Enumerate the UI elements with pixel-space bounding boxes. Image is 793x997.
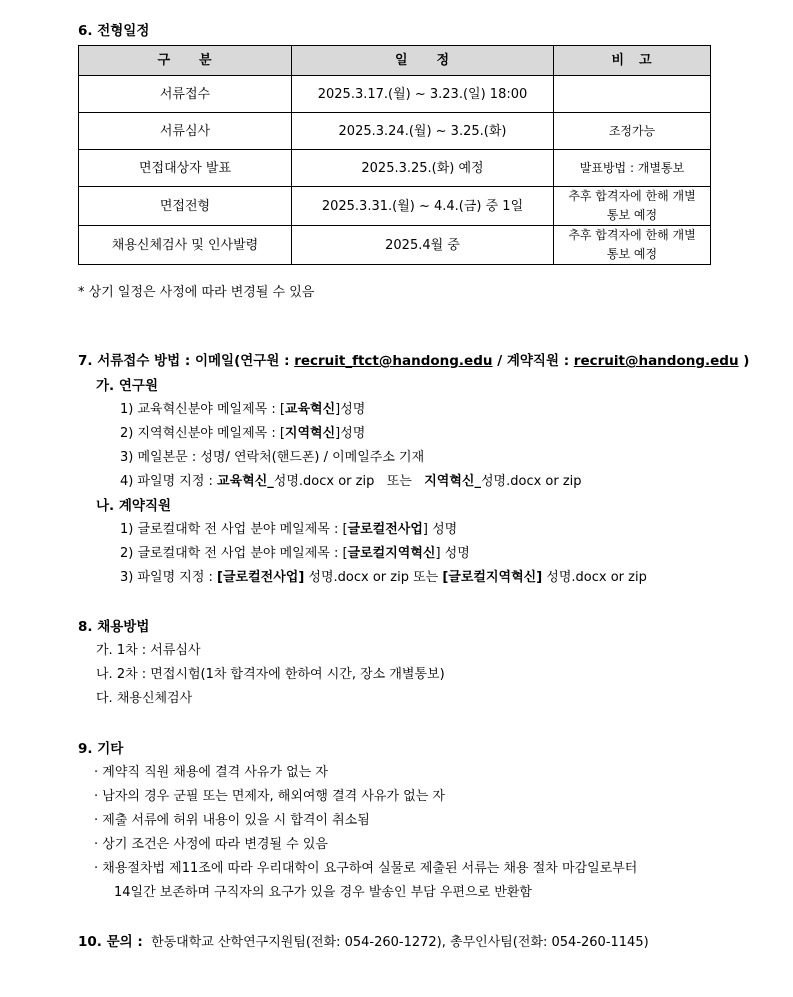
- cell-note: 발표방법 : 개별통보: [554, 150, 711, 187]
- cell-schedule: 2025.4월 중: [292, 226, 554, 265]
- etc-item-4: · 상기 조건은 사정에 따라 변경될 수 있음: [94, 837, 328, 852]
- section-7-title-prefix: 7. 서류접수 방법 : 이메일(연구원 :: [78, 353, 295, 369]
- contract-item-3: [120, 566, 647, 585]
- table-row: [79, 150, 711, 187]
- item-text: 2) 글로컬대학 전 사업 분야 메일제목 : [: [120, 546, 348, 561]
- cell-schedule: 2025.3.24.(월) ~ 3.25.(화): [292, 113, 554, 150]
- table-row: [79, 113, 711, 150]
- item-text: 2) 지역혁신분야 메일제목 : [: [120, 426, 285, 441]
- item-text: ] 성명: [422, 522, 458, 537]
- cell-category: 면접대상자 발표: [79, 150, 292, 187]
- etc-item-1: · 계약직 직원 채용에 결격 사유가 없는 자: [94, 765, 328, 780]
- contract-item-1: [120, 518, 457, 537]
- cell-note: 추후 합격자에 한해 개별 통보 예정: [554, 226, 711, 265]
- cell-category: 채용신체검사 및 인사발령: [79, 226, 292, 265]
- etc-item-5: · 채용절차법 제11조에 따라 우리대학이 요구하여 실물로 제출된 서류는 채용 절차 마감일로부터: [94, 861, 638, 876]
- table-row: [79, 187, 711, 226]
- subsection-research-title: 가. 연구원: [96, 378, 158, 394]
- item-text: 1) 교육혁신분야 메일제목 : [: [120, 402, 285, 417]
- item-bold: [글로컬전사업]: [217, 570, 305, 585]
- item-text: 성명.docx or zip: [480, 474, 582, 489]
- item-bold: 교육혁신_: [217, 474, 274, 489]
- section-7-title-mid: / 계약직원 :: [492, 353, 574, 369]
- research-item-2: [120, 422, 365, 441]
- etc-item-2: · 남자의 경우 군필 또는 면제자, 해외여행 결격 사유가 없는 자: [94, 789, 445, 804]
- cell-category: 서류접수: [79, 76, 292, 113]
- item-text: 1) 글로컬대학 전 사업 분야 메일제목 : [: [120, 522, 348, 537]
- item-text: ] 성명: [435, 546, 470, 561]
- section-10-title: 10. 문의 :: [78, 934, 143, 950]
- cell-schedule: 2025.3.25.(화) 예정: [292, 150, 554, 187]
- cell-note: 추후 합격자에 한해 개별 통보 예정: [554, 187, 711, 226]
- cell-category: 면접전형: [79, 187, 292, 226]
- cell-schedule: 2025.3.31.(월) ~ 4.4.(금) 중 1일: [292, 187, 554, 226]
- subsection-contract-title: 나. 계약직원: [96, 498, 172, 514]
- section-9-title: 9. 기타: [78, 741, 124, 757]
- method-item-2: 나. 2차 : 면접시험(1차 합격자에 한하여 시간, 장소 개별통보): [96, 667, 445, 682]
- item-bold: 글로컬지역혁신: [347, 546, 436, 561]
- table-row: [79, 226, 711, 265]
- item-text: 성명.docx or zip 또는: [273, 474, 425, 489]
- etc-item-5-cont: 14일간 보존하며 구직자의 요구가 있을 경우 발송인 부담 우편으로 반환함: [114, 885, 532, 900]
- cell-note: [554, 76, 711, 113]
- section-10: [78, 930, 649, 950]
- table-row: [79, 76, 711, 113]
- item-text: 3) 파일명 지정 :: [120, 570, 218, 585]
- item-bold: 글로컬전사업: [347, 522, 423, 537]
- schedule-footnote: * 상기 일정은 사정에 따라 변경될 수 있음: [78, 285, 315, 300]
- method-item-1: 가. 1차 : 서류심사: [96, 643, 201, 658]
- contract-email-link[interactable]: recruit@handong.edu: [573, 353, 739, 369]
- method-item-3: 다. 채용신체검사: [96, 691, 193, 706]
- header-schedule: 일 정: [292, 46, 554, 76]
- item-text: ]성명: [335, 402, 366, 417]
- contract-item-2: [120, 542, 470, 561]
- section-7-title: [78, 349, 749, 369]
- item-text: 성명.docx or zip: [542, 570, 647, 585]
- schedule-table: [78, 45, 711, 265]
- header-category: 구 분: [79, 46, 292, 76]
- section-7-title-suffix: ): [738, 353, 750, 369]
- item-text: 4) 파일명 지정 :: [120, 474, 218, 489]
- contact-text: 한동대학교 산학연구지원팀(전화: 054-260-1272), 총무인사팀(전화: 054-260-1145): [151, 935, 649, 950]
- table-header-row: [79, 46, 711, 76]
- cell-note: 조정가능: [554, 113, 711, 150]
- item-text: ]성명: [335, 426, 366, 441]
- research-item-3: 3) 메일본문 : 성명/ 연락처(핸드폰) / 이메일주소 기재: [120, 450, 425, 465]
- item-bold: 교육혁신: [284, 402, 336, 417]
- research-item-1: [120, 398, 365, 417]
- item-bold: 지역혁신: [284, 426, 336, 441]
- etc-item-3: · 제출 서류에 허위 내용이 있을 시 합격이 취소됨: [94, 813, 370, 828]
- header-note: 비 고: [554, 46, 711, 76]
- item-bold: [글로컬지역혁신]: [442, 570, 543, 585]
- cell-category: 서류심사: [79, 113, 292, 150]
- research-item-4: [120, 470, 582, 489]
- section-6-title: 6. 전형일정: [78, 23, 150, 39]
- cell-schedule: 2025.3.17.(월) ~ 3.23.(일) 18:00: [292, 76, 554, 113]
- item-text: 성명.docx or zip 또는: [304, 570, 443, 585]
- research-email-link[interactable]: recruit_ftct@handong.edu: [294, 353, 493, 369]
- item-bold: 지역혁신_: [424, 474, 481, 489]
- section-8-title: 8. 채용방법: [78, 619, 150, 635]
